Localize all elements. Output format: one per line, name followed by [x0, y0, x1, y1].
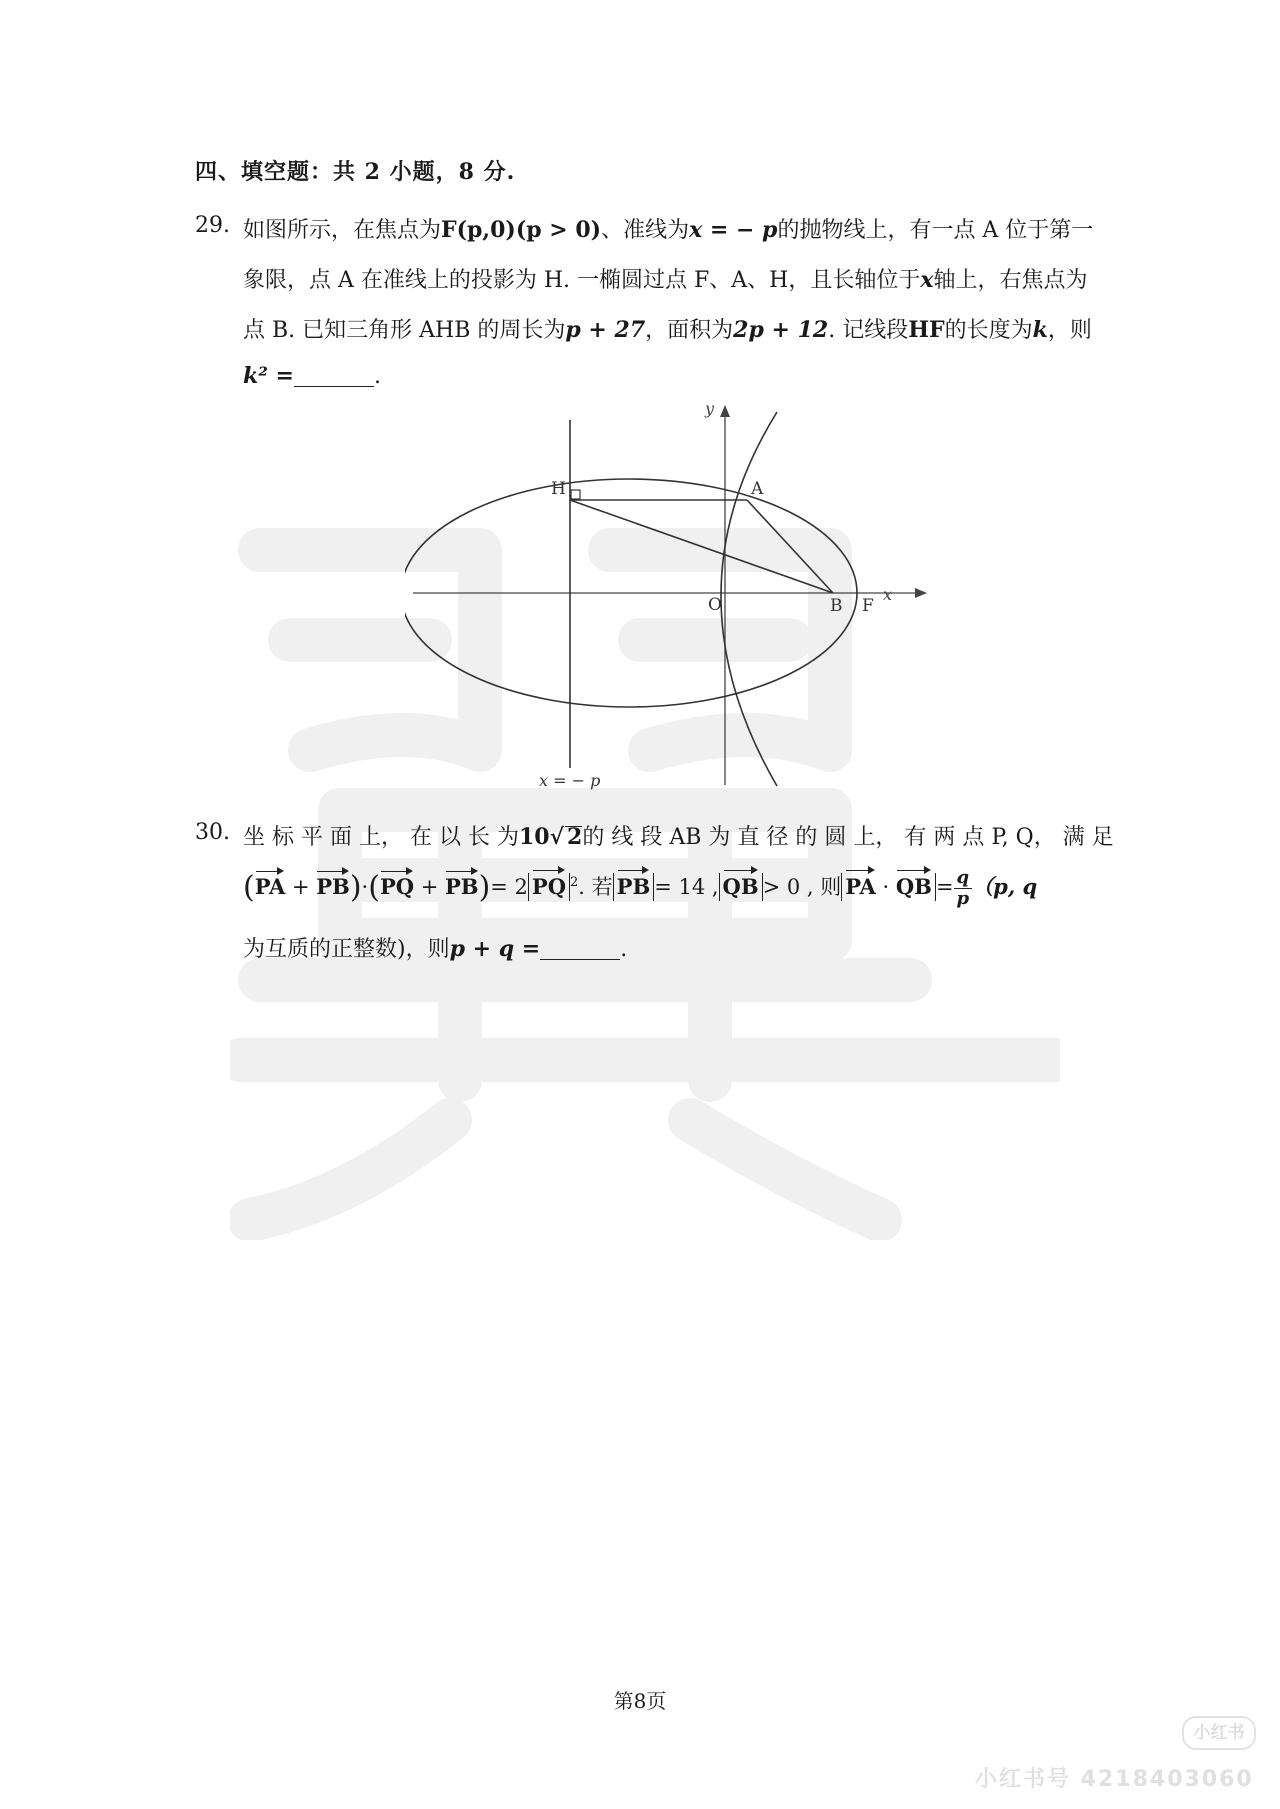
problem-number: 29.	[195, 213, 230, 238]
fraction-q-over-p: $\frac{q}{p}$	[954, 868, 973, 909]
answer-blank[interactable]	[540, 939, 620, 960]
answer-blank[interactable]	[294, 366, 374, 387]
right-angle-marker	[571, 490, 580, 499]
corner-watermark-badge: 小红书	[1182, 1716, 1256, 1750]
problem-30-line-2: (PA + PB)·(PQ + PB)= 2 PQ $^2$. 若 PB = 14 , QB > 0 , 则 PA · QB = $\frac{q}{p}$ （p, q	[243, 867, 1038, 909]
label-x: x	[883, 585, 893, 604]
label-O: O	[708, 595, 722, 615]
area-expr: 2p + 12	[733, 317, 829, 343]
label-F: F	[862, 596, 874, 616]
problem-number: 30.	[195, 820, 230, 845]
section-title: 四、填空题：共 2 小题，8 分.	[195, 159, 516, 185]
perimeter-expr: p + 27	[565, 317, 646, 343]
condition-expr: (p > 0)	[515, 217, 602, 243]
problem-29-line-3: 点 B. 已知三角形 AHB 的周长为p + 27，面积为2p + 12. 记线段HF的长度为k，则	[243, 317, 1092, 343]
problem-30-line-3: 为互质的正整数)，则p + q = .	[243, 936, 628, 962]
label-directrix: x = − p	[539, 771, 601, 790]
problem-29-line-2: 象限，点 A 在准线上的投影为 H. 一椭圆过点 F、A、H，且长轴位于x轴上，右焦点为	[243, 267, 1088, 293]
parabola	[721, 412, 777, 786]
problem-29	[195, 213, 1095, 413]
problem-30-line-1: 坐 标 平 面 上， 在 以 长 为10√ 2的 线 段 AB 为 直 径 的 圆 上， 有 两 点 P, Q， 满 足	[243, 824, 1114, 850]
corner-watermark-text: 小红书号 4218403060	[975, 1767, 1254, 1792]
x-axis-arrow	[915, 588, 927, 598]
problem-29-line-1: 如图所示，在焦点为F(p,0)(p > 0)、准线为x = − p的抛物线上，有一点 A 位于第一	[243, 217, 1094, 243]
segment-AB	[747, 500, 833, 593]
directrix-expr: x = − p	[689, 217, 778, 243]
label-B: B	[830, 596, 843, 616]
problem-29-line-4: k² = .	[243, 363, 381, 389]
label-A: A	[751, 479, 764, 499]
label-H: H	[551, 479, 566, 499]
problem-30	[195, 820, 1114, 990]
focus-expr: F(p,0)	[441, 217, 516, 243]
y-axis-arrow	[720, 405, 730, 417]
parabola-ellipse-figure	[405, 400, 945, 800]
page-number: 第8页	[613, 1689, 667, 1713]
label-y: y	[705, 400, 715, 418]
